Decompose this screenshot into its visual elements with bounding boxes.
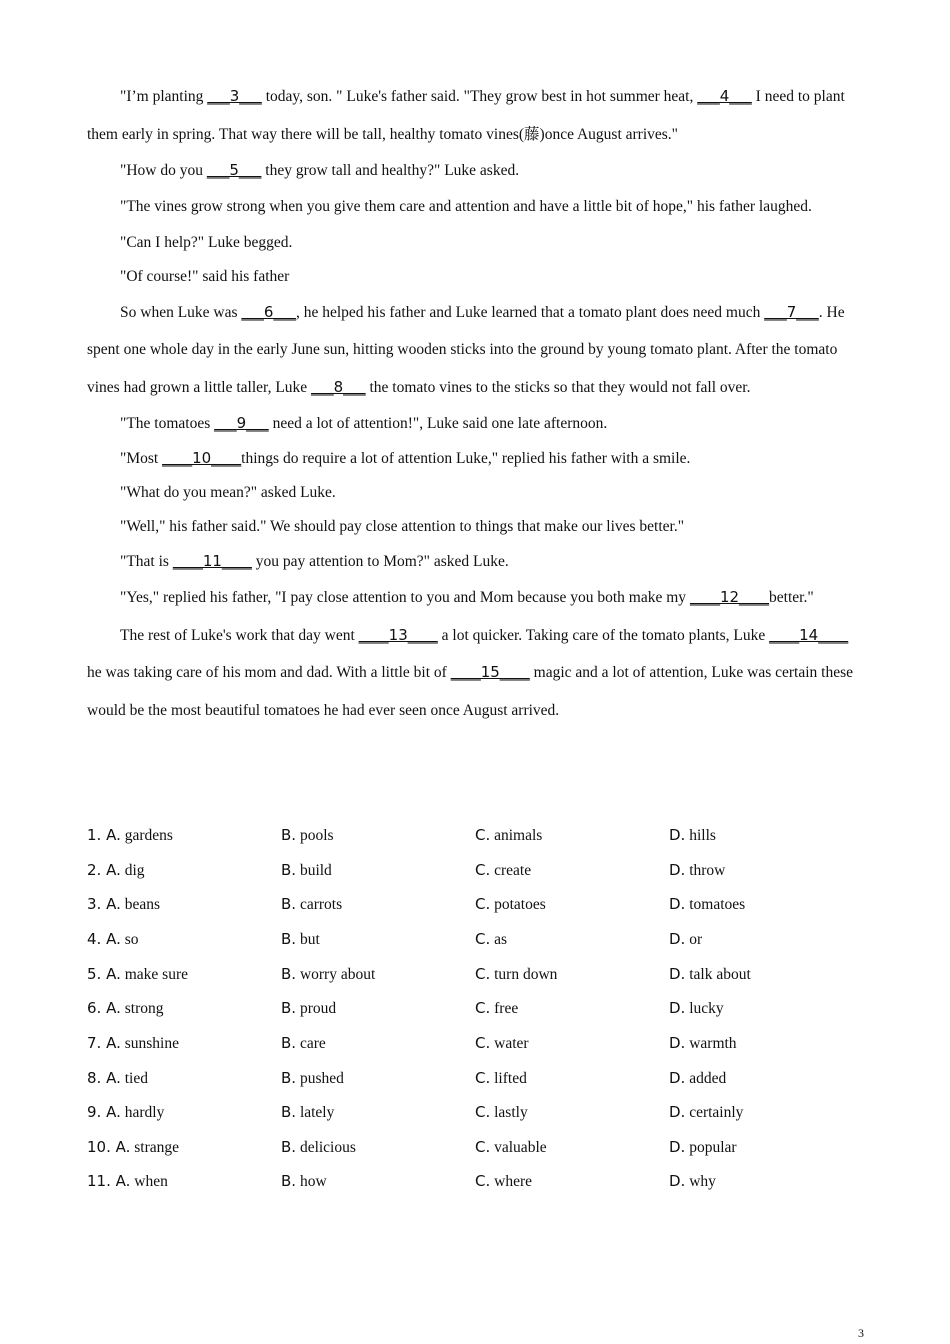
question-9 [87, 1103, 867, 1123]
option-text: lately [299, 1104, 335, 1121]
question-11 [87, 1172, 867, 1192]
option-text: added [689, 1070, 727, 1087]
option-b [281, 861, 332, 880]
option-text: popular [689, 1139, 737, 1156]
text: they grow tall and healthy?" Luke asked. [261, 162, 520, 179]
question-4 [87, 930, 867, 950]
option-label: D. [669, 1138, 686, 1156]
option-c [475, 1034, 529, 1053]
option-b [281, 1069, 344, 1088]
option-b [281, 965, 375, 984]
option-text: create [494, 862, 532, 879]
option-c [475, 1103, 528, 1122]
blank-13: ____13____ [358, 625, 438, 644]
question-8 [87, 1069, 867, 1089]
blank-11: ____11____ [172, 552, 252, 570]
option-a [87, 1103, 164, 1122]
option-a [87, 861, 145, 880]
option-b [281, 1138, 356, 1157]
option-label: B. [281, 826, 297, 844]
option-d [669, 1034, 737, 1053]
option-c [475, 861, 531, 880]
question-6 [87, 999, 867, 1019]
paragraph-7 [87, 406, 855, 441]
text: I need to plant them early in spring. That way there will be tall, healthy tomato vines(藤)once August arrives." [87, 88, 845, 143]
option-c [475, 1138, 547, 1157]
question-number: 1. A. [87, 826, 121, 844]
text: "The tomatoes [120, 415, 215, 432]
option-text: or [689, 931, 703, 948]
option-label: B. [281, 895, 297, 913]
text: . He spent one whole day in the early June sun, hitting wooden sticks into the ground by young tomato plant. After the tomato vines had grown a little taller, Luke [87, 303, 845, 396]
option-label: D. [669, 1172, 686, 1190]
option-label: B. [281, 1172, 297, 1190]
option-c [475, 930, 507, 949]
option-b [281, 1034, 326, 1053]
blank-9: ___9___ [214, 414, 269, 432]
option-label: D. [669, 895, 686, 913]
option-text: tomatoes [689, 896, 746, 913]
text: things do require a lot of attention Luke," replied his father with a smile. [241, 450, 691, 467]
option-text: proud [299, 1000, 337, 1017]
paragraph-9: "What do you mean?" asked Luke. [120, 484, 336, 501]
paragraph-2 [87, 153, 855, 188]
question-1 [87, 826, 867, 846]
option-a [87, 1034, 179, 1053]
option-label: D. [669, 965, 686, 983]
option-label: C. [475, 999, 491, 1017]
option-text: warmth [689, 1035, 737, 1052]
option-d [669, 930, 702, 949]
option-c [475, 999, 518, 1018]
question-number: 7. A. [87, 1034, 121, 1052]
option-text: dig [124, 862, 145, 879]
option-c [475, 965, 557, 984]
option-text: make sure [124, 966, 188, 983]
option-label: C. [475, 826, 491, 844]
option-text: strange [134, 1139, 180, 1156]
question-number: 5. A. [87, 965, 121, 983]
option-label: C. [475, 965, 491, 983]
text: "That is [120, 553, 173, 570]
option-a [87, 965, 188, 984]
option-text: hills [689, 827, 716, 844]
option-text: gardens [124, 827, 173, 844]
option-c [475, 1069, 527, 1088]
option-label: D. [669, 861, 686, 879]
text: "How do you [120, 162, 207, 179]
option-text: when [134, 1173, 168, 1190]
blank-14: ____14____ [769, 625, 849, 644]
question-number: 4. A. [87, 930, 121, 948]
option-label: B. [281, 1103, 297, 1121]
paragraph-10: "Well," his father said." We should pay close attention to things that make our lives better." [120, 518, 685, 535]
option-label: B. [281, 861, 297, 879]
option-label: B. [281, 1034, 297, 1052]
option-d [669, 1103, 743, 1122]
paragraph-8 [87, 441, 855, 476]
option-a [87, 999, 163, 1018]
question-3 [87, 895, 867, 915]
question-7 [87, 1034, 867, 1054]
text: you pay attention to Mom?" asked Luke. [251, 553, 509, 570]
option-text: hardly [124, 1104, 165, 1121]
option-text: why [689, 1173, 716, 1190]
option-label: B. [281, 999, 297, 1017]
option-text: animals [494, 827, 543, 844]
option-c [475, 1172, 532, 1191]
option-text: build [299, 862, 332, 879]
blank-6: ___6___ [241, 302, 296, 321]
option-d [669, 1138, 737, 1157]
option-d [669, 965, 751, 984]
option-label: D. [669, 930, 686, 948]
option-text: water [494, 1035, 529, 1052]
page-number: 3 [858, 1326, 864, 1340]
option-label: D. [669, 999, 686, 1017]
option-text: but [299, 931, 320, 948]
text: So when Luke was [120, 303, 242, 321]
option-text: certainly [689, 1104, 744, 1121]
option-b [281, 930, 320, 949]
text: today, son. " Luke's father said. "They grow best in hot summer heat, [261, 88, 698, 105]
option-d [669, 1069, 726, 1088]
option-text: beans [124, 896, 161, 913]
paragraph-4: "Can I help?" Luke begged. [120, 233, 293, 251]
option-label: C. [475, 930, 491, 948]
text: "Most [120, 450, 163, 467]
option-c [475, 826, 542, 845]
text: magic and a lot of attention, Luke was certain these would be the most beautiful tomatoes he had ever seen once August arrived. [87, 664, 854, 719]
option-text: pools [299, 827, 334, 844]
option-text: sunshine [124, 1035, 179, 1052]
option-text: turn down [494, 966, 558, 983]
question-2 [87, 861, 867, 881]
option-label: C. [475, 1103, 491, 1121]
blank-4: ___4___ [697, 87, 752, 105]
option-d [669, 826, 716, 845]
option-text: lastly [494, 1104, 528, 1121]
blank-7: ___7___ [764, 302, 819, 321]
option-label: C. [475, 1138, 491, 1156]
option-label: D. [669, 1069, 686, 1087]
option-c [475, 895, 546, 914]
paragraph-11 [87, 544, 855, 579]
blank-15: ____15____ [450, 663, 530, 681]
option-text: strong [124, 1000, 164, 1017]
option-text: carrots [299, 896, 343, 913]
paragraph-3: "The vines grow strong when you give them care and attention and have a little bit of hope," his father laughed. [120, 198, 812, 215]
text: The rest of Luke's work that day went [120, 626, 359, 644]
question-number: 2. A. [87, 861, 121, 879]
option-d [669, 895, 745, 914]
text: the tomato vines to the sticks so that they would not fall over. [365, 378, 751, 396]
option-label: B. [281, 1069, 297, 1087]
option-label: B. [281, 1138, 297, 1156]
option-text: lucky [689, 1000, 724, 1017]
option-a [87, 930, 139, 949]
option-label: D. [669, 1103, 686, 1121]
option-b [281, 826, 334, 845]
option-text: delicious [299, 1139, 356, 1156]
option-a [87, 826, 173, 845]
option-b [281, 999, 336, 1018]
option-text: pushed [299, 1070, 344, 1087]
text: a lot quicker. Taking care of the tomato plants, Luke [437, 626, 770, 644]
option-b [281, 895, 342, 914]
option-text: throw [689, 862, 726, 879]
question-10 [87, 1138, 867, 1158]
text: "Yes," replied his father, "I pay close attention to you and Mom because you both make my [120, 589, 690, 606]
text: better." [769, 589, 814, 606]
paragraph-5: "Of course!" said his father [120, 267, 290, 285]
paragraph-6 [87, 294, 855, 407]
option-text: talk about [689, 966, 751, 983]
paragraph-12 [87, 579, 855, 617]
option-text: valuable [494, 1139, 547, 1156]
option-text: as [494, 931, 508, 948]
option-text: how [299, 1173, 327, 1190]
blank-5: ___5___ [206, 161, 262, 179]
paragraph-13 [87, 617, 855, 730]
option-label: C. [475, 861, 491, 879]
text: need a lot of attention!", Luke said one late afternoon. [268, 415, 608, 432]
option-a [87, 1138, 179, 1157]
question-number: 3. A. [87, 895, 121, 913]
blank-8: ___8___ [311, 377, 366, 396]
option-label: C. [475, 895, 491, 913]
option-a [87, 895, 160, 914]
blank-12: ____12____ [689, 588, 770, 606]
option-b [281, 1172, 327, 1191]
question-number: 8. A. [87, 1069, 121, 1087]
passage [87, 78, 855, 729]
option-b [281, 1103, 334, 1122]
text: , he helped his father and Luke learned that a tomato plant does need much [295, 303, 765, 321]
option-text: so [124, 931, 139, 948]
blank-10: ____10____ [162, 449, 242, 467]
blank-3: ___3___ [207, 87, 262, 105]
option-label: B. [281, 965, 297, 983]
option-a [87, 1069, 148, 1088]
question-number: 9. A. [87, 1103, 121, 1121]
option-text: care [299, 1035, 326, 1052]
text: "I’m planting [120, 88, 208, 105]
text: he was taking care of his mom and dad. With a little bit of [87, 664, 451, 681]
question-number: 10. A. [87, 1138, 131, 1156]
question-number: 11. A. [87, 1172, 131, 1190]
option-label: C. [475, 1172, 491, 1190]
option-d [669, 1172, 716, 1191]
option-text: where [494, 1173, 532, 1190]
option-text: lifted [494, 1070, 527, 1087]
option-label: C. [475, 1034, 491, 1052]
option-text: free [494, 1000, 519, 1017]
option-text: tied [124, 1070, 148, 1087]
option-a [87, 1172, 168, 1191]
option-d [669, 999, 724, 1018]
option-label: D. [669, 1034, 686, 1052]
option-text: potatoes [494, 896, 546, 913]
option-d [669, 861, 725, 880]
question-number: 6. A. [87, 999, 121, 1017]
option-label: D. [669, 826, 686, 844]
option-label: C. [475, 1069, 491, 1087]
option-label: B. [281, 930, 297, 948]
paragraph-1 [87, 78, 855, 153]
question-5 [87, 965, 867, 985]
option-text: worry about [299, 966, 376, 983]
